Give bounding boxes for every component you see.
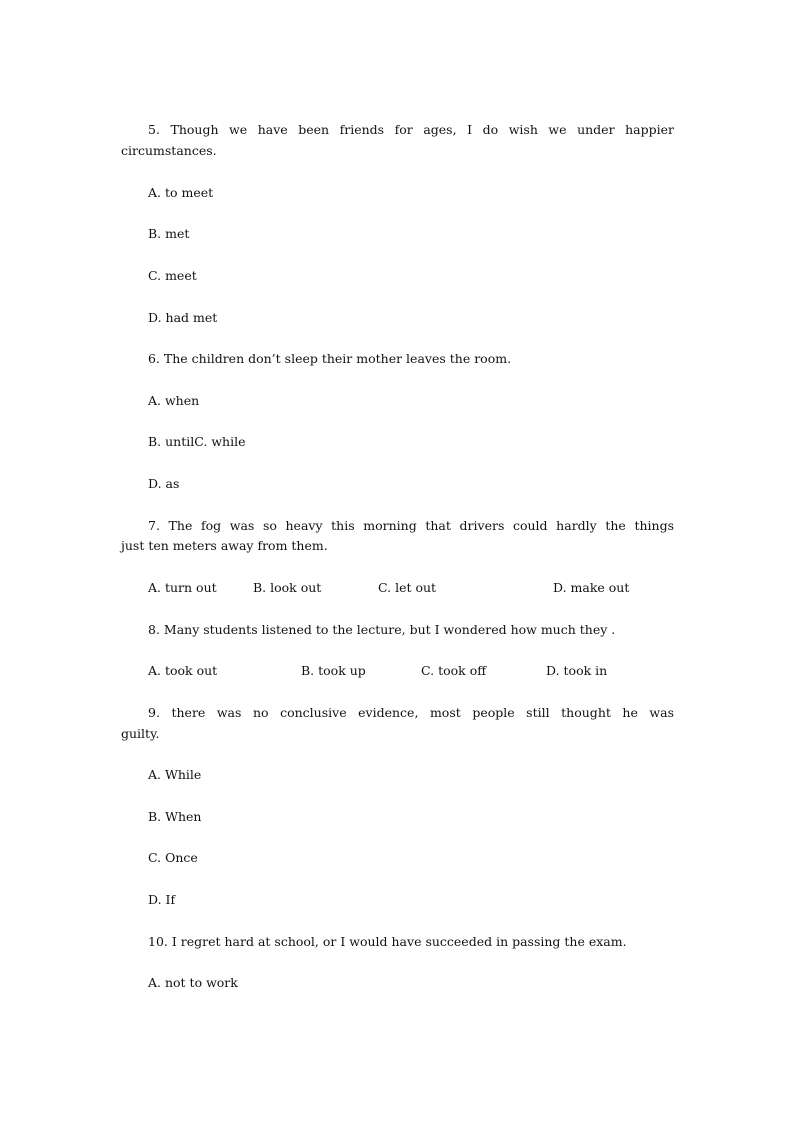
question-8-option-a: A. took out	[148, 663, 218, 678]
question-9-text: 9. there was no conclusive evidence, most people still thought he was	[148, 705, 674, 720]
question-10-option-a: A. not to work	[148, 975, 238, 990]
question-7-option-a: A. turn out	[148, 580, 217, 595]
question-7-continuation: just ten meters away from them.	[121, 538, 328, 553]
question-10-text: 10. I regret hard at school, or I would have succeeded in passing the exam.	[148, 934, 627, 949]
question-5-option-d: D. had met	[148, 310, 218, 325]
question-9-option-b: B. When	[148, 809, 202, 824]
question-8-option-c: C. took off	[421, 663, 487, 678]
question-7-option-c: C. let out	[378, 580, 437, 595]
question-5-option-b: B. met	[148, 226, 190, 241]
question-5-option-a: A. to meet	[148, 185, 214, 200]
question-6-option-d: D. as	[148, 476, 180, 491]
question-5-text: 5. Though we have been friends for ages, I do wish we under happier	[148, 122, 674, 137]
question-7-option-d: D. make out	[553, 580, 630, 595]
question-8-option-b: B. took up	[301, 663, 366, 678]
question-6-option-a: A. when	[148, 393, 200, 408]
question-6-option-b-c: B. untilC. while	[148, 434, 246, 449]
question-8-text: 8. Many students listened to the lecture, but I wondered how much they .	[148, 622, 616, 637]
question-5-continuation: circumstances.	[121, 143, 217, 158]
question-7-option-b: B. look out	[253, 580, 322, 595]
question-9-continuation: guilty.	[121, 726, 160, 741]
question-5-option-c: C. meet	[148, 268, 197, 283]
question-9-option-c: C. Once	[148, 850, 198, 865]
question-7-text: 7. The fog was so heavy this morning that drivers could hardly the things	[148, 518, 674, 533]
question-6-text: 6. The children don’t sleep their mother leaves the room.	[148, 351, 512, 366]
question-8-option-d: D. took in	[546, 663, 608, 678]
question-9-option-d: D. If	[148, 892, 176, 907]
question-9-option-a: A. While	[148, 767, 202, 782]
